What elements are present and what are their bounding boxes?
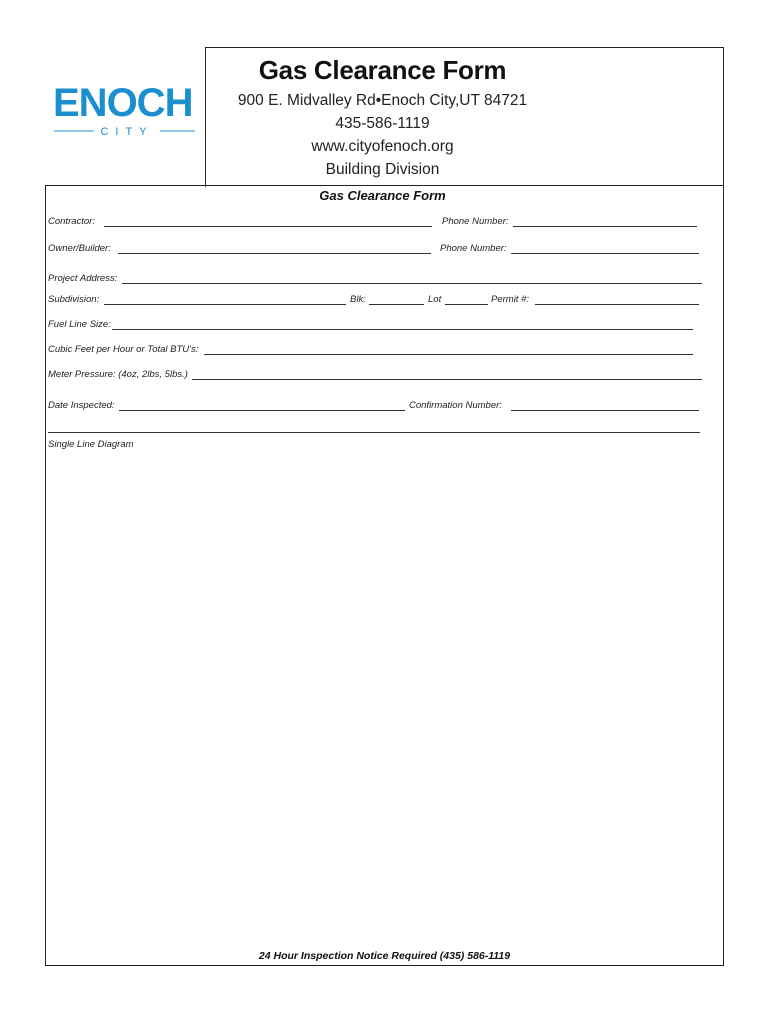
diagram-area[interactable]: [48, 455, 720, 940]
blk-label: Blk:: [350, 294, 366, 305]
cubic-feet-field[interactable]: [204, 354, 693, 355]
date-inspected-field[interactable]: [119, 410, 405, 411]
owner-phone-field[interactable]: [511, 253, 699, 254]
confirmation-label: Confirmation Number:: [409, 400, 502, 411]
blk-field[interactable]: [369, 304, 424, 305]
inspection-notice-number: 586-1119: [467, 950, 511, 962]
logo-wordmark: ENOCH: [53, 81, 193, 125]
date-inspected-label: Date Inspected:: [48, 400, 115, 411]
lot-field[interactable]: [445, 304, 488, 305]
city-website: www.cityofenoch.org: [311, 138, 454, 155]
fuel-line-label: Fuel Line Size:: [48, 319, 111, 330]
diagram-separator: [48, 432, 700, 433]
city-address: 900 E. Midvalley Rd•Enoch City,UT 84721: [237, 92, 528, 109]
contractor-phone-label: Phone Number:: [442, 216, 509, 227]
permit-label: Permit #:: [491, 294, 530, 305]
contractor-label: Contractor:: [48, 216, 95, 227]
fuel-line-field[interactable]: [112, 329, 693, 330]
contractor-phone-field[interactable]: [513, 226, 697, 227]
permit-field[interactable]: [535, 304, 699, 305]
project-address-field[interactable]: [122, 283, 702, 284]
logo-subword: CITY: [100, 126, 154, 138]
contractor-field[interactable]: [104, 226, 432, 227]
inspection-notice: [45, 950, 724, 962]
confirmation-field[interactable]: [511, 410, 699, 411]
division-name: Building Division: [325, 161, 440, 178]
diagram-label: Single Line Diagram: [48, 439, 134, 450]
cubic-feet-label: Cubic Feet per Hour or Total BTU's:: [48, 344, 199, 355]
subdivision-field[interactable]: [104, 304, 346, 305]
inspection-notice-text: 24 Hour Inspection Notice Required (435): [258, 950, 465, 962]
meter-pressure-label: Meter Pressure: (4oz, 2lbs, 5lbs.): [48, 369, 188, 380]
lot-label: Lot: [428, 294, 442, 305]
form-subtitle: Gas Clearance Form: [319, 188, 446, 203]
owner-label: Owner/Builder:: [48, 243, 111, 254]
enoch-city-logo: [52, 80, 202, 140]
owner-phone-label: Phone Number:: [440, 243, 507, 254]
city-phone: 435-586-1119: [335, 115, 430, 132]
page-title: Gas Clearance Form: [258, 55, 507, 85]
owner-field[interactable]: [118, 253, 431, 254]
meter-pressure-field[interactable]: [192, 379, 702, 380]
project-address-label: Project Address:: [48, 273, 118, 284]
subdivision-label: Subdivision:: [48, 294, 100, 305]
